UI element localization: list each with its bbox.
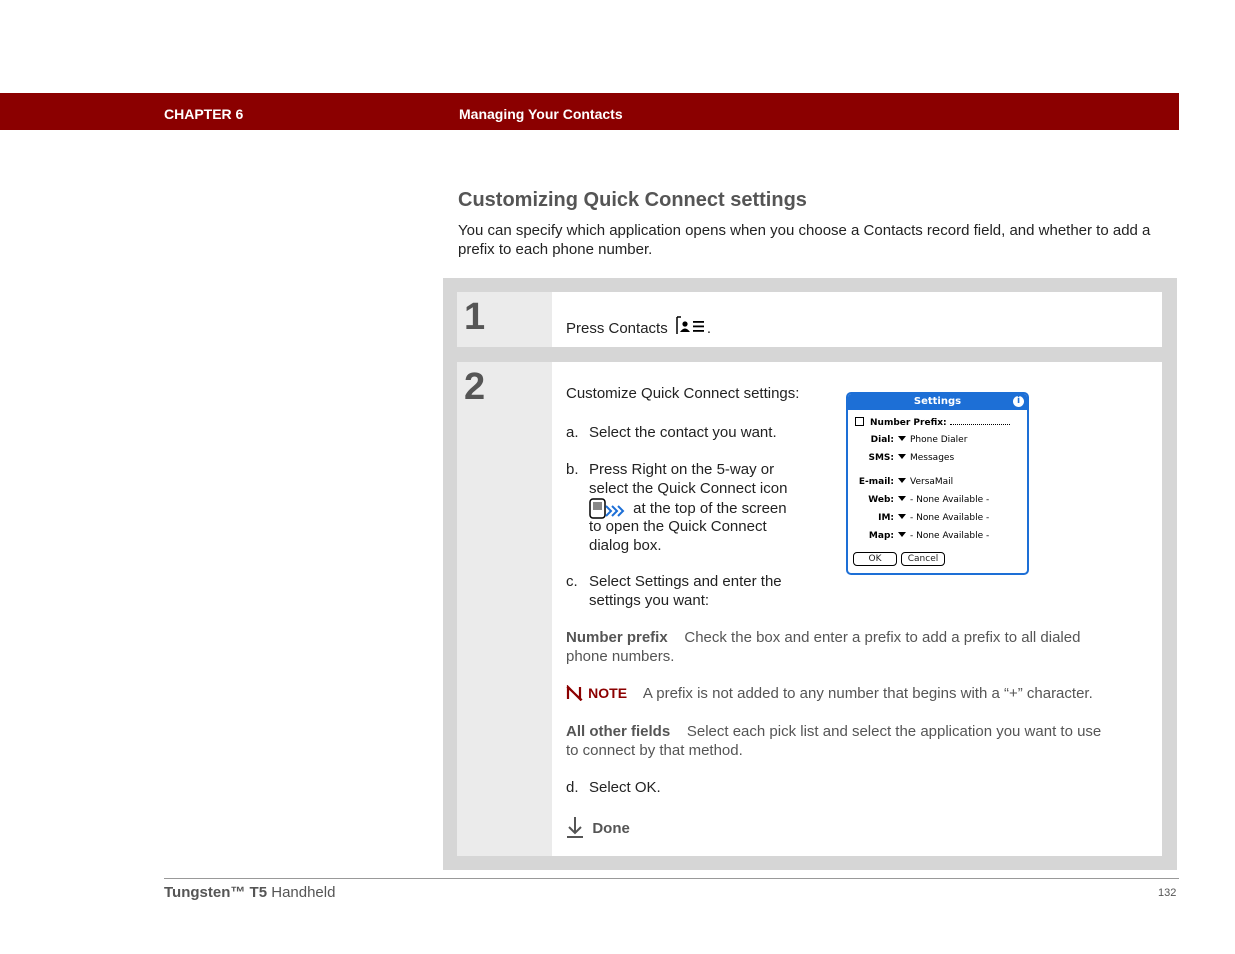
other-fields-desc-2: to connect by that method. [566,742,743,759]
prefix-field [950,424,1010,425]
step-number: 1 [464,296,486,338]
step-1-text [566,316,711,341]
step-body [552,362,1162,856]
step-number-cell [457,292,552,347]
web-row: Web: - None Available - [868,495,990,505]
substep-c-line1: Select Settings and enter the [589,573,782,590]
dialog-title-bar [848,394,1027,410]
note-label: NOTE [588,685,628,701]
step-number: 2 [464,366,486,408]
number-prefix-desc: Number prefix Check the box and enter a prefix to add a prefix to all dialed [566,629,1081,646]
sms-row: SMS: Messages [868,453,955,463]
number-prefix-term: Number prefix [566,629,668,646]
ok-button: OK [853,552,897,566]
email-row: E-mail: VersaMail [858,477,954,487]
step-1-label: Press Contacts [566,320,668,337]
note-icon [566,685,584,706]
substep-c-line2: settings you want: [589,592,710,609]
cancel-button: Cancel [901,552,945,566]
footer-divider [164,878,1179,879]
steps-panel [443,278,1177,870]
number-prefix-label: Number Prefix: [870,418,947,428]
number-prefix-desc-2: phone numbers. [566,648,675,665]
pick-list-arrow-icon [898,436,906,441]
substep-a-text: Select the contact you want. [589,424,777,441]
info-icon: i [1013,396,1024,407]
step-1-suffix: . [706,320,712,337]
done-arrow-icon [566,816,584,843]
map-row: Map: - None Available - [868,531,990,541]
footer-product: Tungsten™ T5 Handheld [164,884,336,901]
step-2 [457,362,1162,856]
page-number: 132 [1158,887,1177,899]
done-marker [566,816,630,843]
done-label: Done [592,820,630,837]
substep-b-marker: b. [566,461,579,478]
chapter-label: CHAPTER 6 [164,106,244,122]
pick-list-arrow-icon [898,478,906,483]
prefix-checkbox [855,417,864,426]
step-number-cell [457,362,552,856]
substep-c-marker: c. [566,573,578,590]
chapter-header [0,93,1179,130]
note [566,684,1166,706]
dial-row: Dial: Phone Dialer [870,435,968,445]
substep-b-line5: dialog box. [589,537,662,554]
dialog-title: Settings [913,396,962,407]
substep-b-line2: select the Quick Connect icon [589,480,788,497]
substep-b-line4: to open the Quick Connect [589,518,767,535]
other-fields-desc: All other fields Select each pick list and select the application you want to use [566,723,1102,740]
substep-a-marker: a. [566,424,579,441]
pick-list-arrow-icon [898,532,906,537]
pick-list-arrow-icon [898,496,906,501]
settings-dialog [846,392,1029,575]
pick-list-arrow-icon [898,454,906,459]
note-text: A prefix is not added to any number that begins with a “+” character. [642,685,1093,702]
substep-d-marker: d. [566,779,579,796]
im-row: IM: - None Available - [878,513,990,523]
number-prefix-row [855,417,1010,428]
section-title: Customizing Quick Connect settings [458,189,807,211]
contacts-icon [675,316,707,341]
substep-b-line3-text: at the top of the screen [633,500,787,517]
substep-b-line1: Press Right on the 5-way or [589,461,775,478]
substep-d-text: Select OK. [589,779,661,796]
pick-list-arrow-icon [898,514,906,519]
step-2-intro: Customize Quick Connect settings: [566,385,800,402]
other-fields-term: All other fields [566,723,671,740]
step-1 [457,292,1162,347]
chapter-title: Managing Your Contacts [459,106,623,122]
step-body [552,292,1162,347]
section-intro: You can specify which application opens when you choose a Contacts record field, and whether to add a prefix to each phone number. [458,222,1151,258]
